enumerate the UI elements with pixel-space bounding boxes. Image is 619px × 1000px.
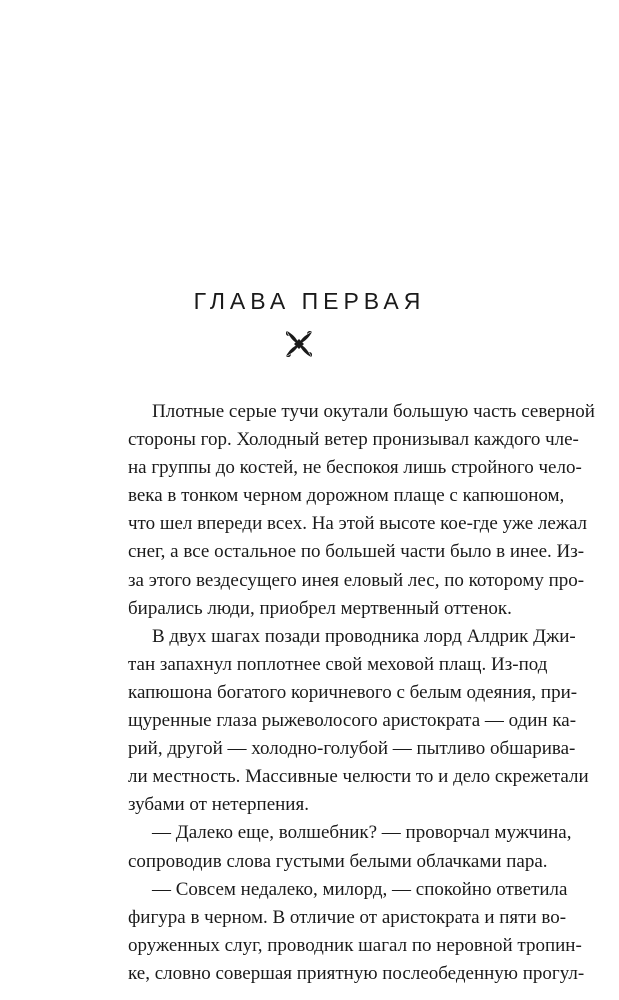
text-line: рий, другой — холодно-голубой — пытливо обшарива- — [128, 738, 576, 760]
paragraph — [104, 876, 585, 988]
chapter-title: ГЛАВА ПЕРВАЯ — [193, 288, 426, 314]
paragraph — [104, 819, 572, 875]
paragraph — [104, 398, 595, 623]
text-line: за этого вездесущего инея еловый лес, по которому про- — [128, 569, 585, 591]
text-line: что шел впереди всех. На этой высоте кое-где уже лежал — [128, 513, 588, 535]
text-line: бирались люди, приобрел мертвенный оттенок. — [128, 597, 512, 619]
text-line: В двух шагах позади проводника лорд Алдрик Джи- — [152, 625, 576, 647]
text-line: оруженных слуг, проводник шагал по неровной тропин- — [128, 934, 582, 956]
text-line: фигура в черном. В отличие от аристократа и пяти во- — [128, 906, 567, 928]
text-line: на группы до костей, не беспокоя лишь стройного чело- — [128, 457, 582, 479]
text-line: снег, а все остальное по большей части было в инее. Из- — [128, 541, 585, 563]
text-line: капюшона богатого коричневого с белым одеяния, при- — [128, 681, 578, 703]
text-line: щуренные глаза рыжеволосого аристократа — один ка- — [128, 710, 577, 732]
text-line: ли местность. Массивные челюсти то и дело скрежетали — [128, 766, 589, 788]
body-text — [104, 398, 595, 988]
text-line: ке, словно совершая приятную послеобеденную прогул- — [128, 962, 585, 984]
ornament-flourish-icon — [283, 328, 315, 360]
text-line: стороны гор. Холодный ветер пронизывал каждого чле- — [128, 429, 579, 451]
text-line: века в тонком черном дорожном плаще с капюшоном, — [128, 485, 565, 507]
text-line: — Совсем недалеко, милорд, — спокойно ответила — [152, 878, 568, 900]
text-line: Плотные серые тучи окутали большую часть северной — [152, 401, 595, 422]
text-line: сопроводив слова густыми белыми облачками пара. — [128, 850, 548, 872]
text-line: зубами от нетерпения. — [128, 794, 309, 816]
paragraph — [104, 623, 589, 820]
text-line: тан запахнул поплотнее свой меховой плащ. Из-под — [128, 653, 548, 675]
text-line: — Далеко еще, волшебник? — проворчал мужчина, — [152, 822, 572, 844]
